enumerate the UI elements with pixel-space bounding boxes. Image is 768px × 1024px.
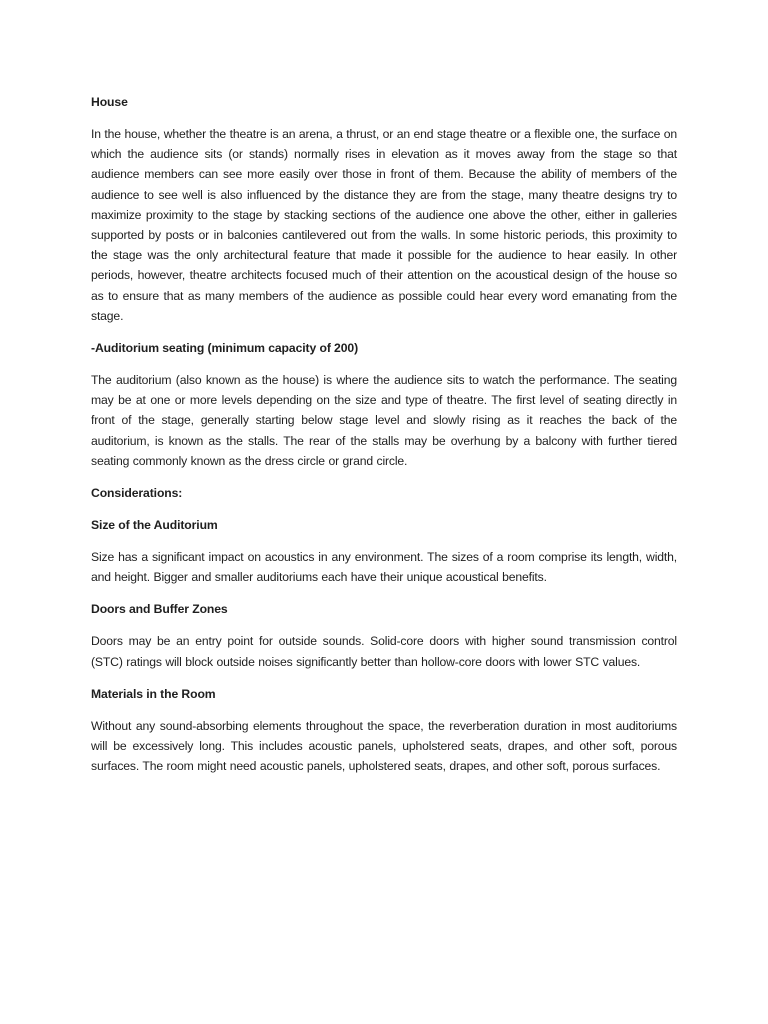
paragraph-auditorium-seating: The auditorium (also known as the house) is where the audience sits to watch the performance. The seating may be at one or more levels depending on the size and type of theatre. The first level of seating directly in front of the stage, generally starting below stage level and slowly rising as it reaches the back of the auditorium, is known as the stalls. The rear of the stalls may be overhung by a balcony with further tiered seating commonly known as the dress circle or grand circle.	[91, 373, 677, 468]
paragraph-doors-buffer-zones: Doors may be an entry point for outside sounds. Solid-core doors with higher sound transmission control (STC) ratings will block outside noises significantly better than hollow-core doors with lower STC values.	[91, 634, 677, 669]
heading-size-of-auditorium: Size of the Auditorium	[91, 518, 218, 533]
paragraph-size-of-auditorium: Size has a significant impact on acoustics in any environment. The sizes of a room comprise its length, width, and height. Bigger and smaller auditoriums each have their unique acoustical benefits.	[91, 550, 677, 585]
document-page	[91, 92, 677, 788]
heading-auditorium-seating: -Auditorium seating (minimum capacity of 200)	[91, 341, 359, 356]
heading-doors-buffer-zones: Doors and Buffer Zones	[91, 602, 228, 617]
paragraph-materials-in-room: Without any sound-absorbing elements throughout the space, the reverberation duration in most auditoriums will be excessively long. This includes acoustic panels, upholstered seats, drapes, and other soft, porous surfaces. The room might need acoustic panels, upholstered seats, drapes, and other soft, porous surfaces.	[91, 718, 677, 774]
heading-materials-in-room: Materials in the Room	[91, 686, 216, 701]
paragraph-house: In the house, whether the theatre is an arena, a thrust, or an end stage theatre or a flexible one, the surface on which the audience sits (or stands) normally rises in elevation as it moves away from the stage so that audience members can see more easily over those in front of them. Because the ability of members of the audience to see well is also influenced by the distance they are from the stage, many theatre designs try to maximize proximity to the stage by stacking sections of the audience one above the other, either in galleries supported by posts or in balconies cantilevered out from the walls. In some historic periods, this proximity to the stage was the only architectural feature that made it possible for the audience to hear easily. In other periods, however, theatre architects focused much of their attention on the acoustical design of the house so as to ensure that as many members of the audience as possible could hear every word emanating from the stage.	[91, 127, 677, 323]
heading-considerations: Considerations:	[91, 486, 183, 501]
heading-house: House	[91, 95, 128, 109]
